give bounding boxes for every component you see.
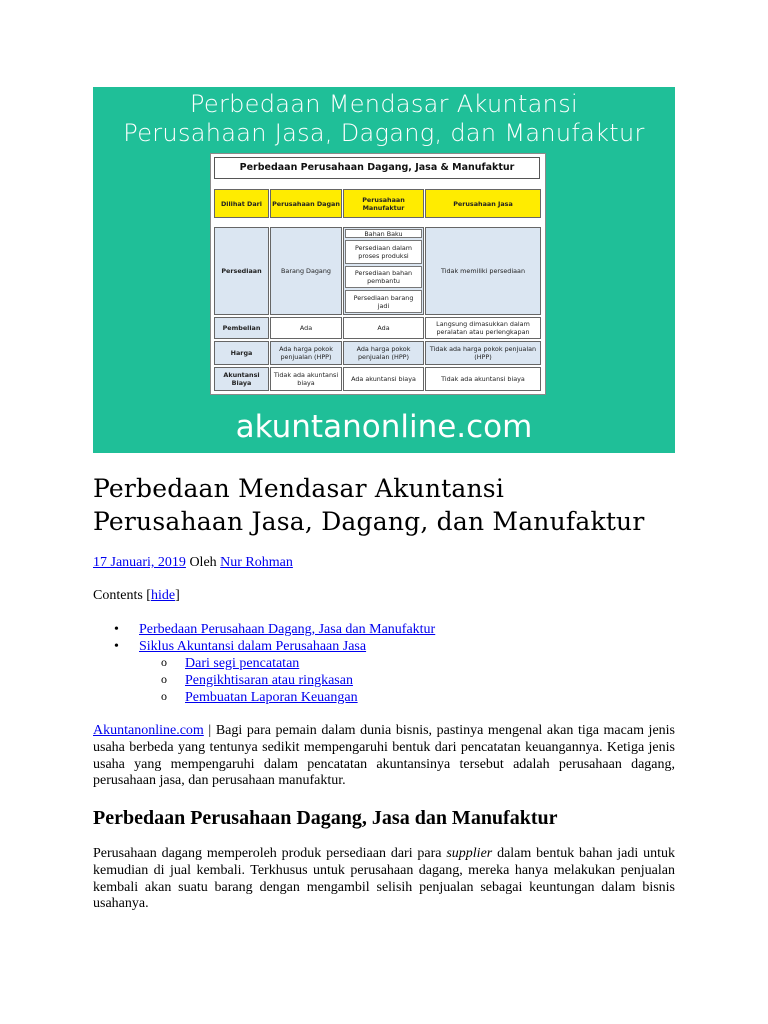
article-title xyxy=(93,472,693,538)
row-label-pembelian: Pembelian xyxy=(214,317,269,339)
cell-akuntansi-biaya-jasa: Tidak ada akuntansi biaya xyxy=(425,367,541,391)
cell-harga-dagang: Ada harga pokok penjualan (HPP) xyxy=(270,341,342,365)
cell-harga-manufaktur: Ada harga pokok penjualan (HPP) xyxy=(343,341,424,365)
row-label-harga: Harga xyxy=(214,341,269,365)
banner-title-line2: Perusahaan Jasa, Dagang, dan Manufaktur xyxy=(123,119,645,147)
post-by-label: Oleh xyxy=(189,555,217,570)
toc-subitem xyxy=(112,689,435,706)
hero-banner-image xyxy=(93,87,675,453)
section-heading: Perbedaan Perusahaan Dagang, Jasa dan Manufaktur xyxy=(93,807,558,829)
toc-link-perbedaan[interactable]: Perbedaan Perusahaan Dagang, Jasa dan Manufaktur xyxy=(139,622,436,637)
header-perusahaan-dagang: Perusahaan Dagan xyxy=(270,189,342,218)
site-link[interactable]: Akuntanonline.com xyxy=(93,723,204,738)
toc-link-laporan-keuangan[interactable]: Pembuatan Laporan Keuangan xyxy=(185,690,358,705)
post-date-link[interactable]: 17 Januari, 2019 xyxy=(93,555,186,570)
contents-label: Contents [ xyxy=(93,588,151,603)
cell-harga-jasa: Tidak ada harga pokok penjualan (HPP) xyxy=(425,341,541,365)
intro-text: | Bagi para pemain dalam dunia bisnis, pastinya mengenal akan tiga macam jenis usaha berbeda yang tentunya sedikit mempengaruhi bentuk dari pencatatan keuangannya. Ketiga jenis usaha yang mempengaruhi dalam pencatatan akuntansinya tersebut adalah perusahaan dagang, perusahaan jasa, dan perusahaan manufaktur. xyxy=(93,723,675,789)
banner-title-line1: Perbedaan Mendasar Akuntansi xyxy=(190,90,578,118)
body-text-b: dalam bentuk bahan jadi untuk kemudian di jual kembali. Terkhusus untuk perusahaan dagang, mereka hanya melakukan penjualan kembali akan suatu barang dengan mengambil selisih penjualan sebagai keuntungan dalam bisnis usahanya. xyxy=(93,846,676,912)
post-meta xyxy=(93,554,293,572)
article-title-line2: Perusahaan Jasa, Dagang, dan Manufaktur xyxy=(93,507,645,536)
article-title-line1: Perbedaan Mendasar Akuntansi xyxy=(93,474,505,503)
banner-site-name: akuntanonline.com xyxy=(235,409,533,445)
cell-persediaan-dagang: Barang Dagang xyxy=(270,227,342,315)
contents-header xyxy=(93,587,180,605)
cell-pembelian-jasa: Langsung dimasukkan dalam peralatan atau perlengkapan xyxy=(425,317,541,339)
toc-link-pencatatan[interactable]: Dari segi pencatatan xyxy=(185,656,300,671)
body-text-a: Perusahaan dagang memperoleh produk persediaan dari para xyxy=(93,846,447,861)
cell-akuntansi-biaya-dagang: Tidak ada akuntansi biaya xyxy=(270,367,342,391)
cell-manufaktur-bahan-baku: Bahan Baku xyxy=(345,229,422,238)
body-text-supplier: supplier xyxy=(446,846,493,861)
cell-manufaktur-dalam-proses: Persediaan dalam proses produksi xyxy=(345,240,422,264)
header-perusahaan-jasa: Perusahaan Jasa xyxy=(425,189,541,218)
body-paragraph xyxy=(93,846,675,913)
cell-pembelian-dagang: Ada xyxy=(270,317,342,339)
contents-close-bracket: ] xyxy=(175,588,180,603)
cell-persediaan-jasa: Tidak memiliki persediaan xyxy=(425,227,541,315)
cell-manufaktur-barang-jadi: Persediaan barang jadi xyxy=(345,290,422,313)
author-link[interactable]: Nur Rohman xyxy=(220,555,293,570)
header-perusahaan-manufaktur: Perusahaan Manufaktur xyxy=(343,189,424,218)
toc-item xyxy=(112,621,435,638)
toc-link-siklus[interactable]: Siklus Akuntansi dalam Perusahaan Jasa xyxy=(139,639,367,654)
row-label-akuntansi-biaya: Akuntansi Biaya xyxy=(214,367,269,391)
cell-pembelian-manufaktur: Ada xyxy=(343,317,424,339)
cell-manufaktur-bahan-pembantu: Persediaan bahan pembantu xyxy=(345,266,422,288)
toc-subitem xyxy=(112,672,435,689)
row-label-persediaan: Persediaan xyxy=(214,227,269,315)
cell-akuntansi-biaya-manufaktur: Ada akuntansi biaya xyxy=(343,367,424,391)
intro-paragraph xyxy=(93,723,675,790)
hide-contents-link[interactable]: hide xyxy=(150,588,176,603)
toc-item xyxy=(112,638,435,655)
toc-link-pengikhtisaran[interactable]: Pengikhtisaran atau ringkasan xyxy=(185,673,353,688)
toc-subitem xyxy=(112,655,435,672)
header-dilihat-dari: Dilihat Dari xyxy=(214,189,269,218)
table-of-contents xyxy=(112,621,435,706)
comparison-table xyxy=(210,153,546,395)
comparison-table-title: Perbedaan Perusahaan Dagang, Jasa & Manufaktur xyxy=(214,157,540,179)
